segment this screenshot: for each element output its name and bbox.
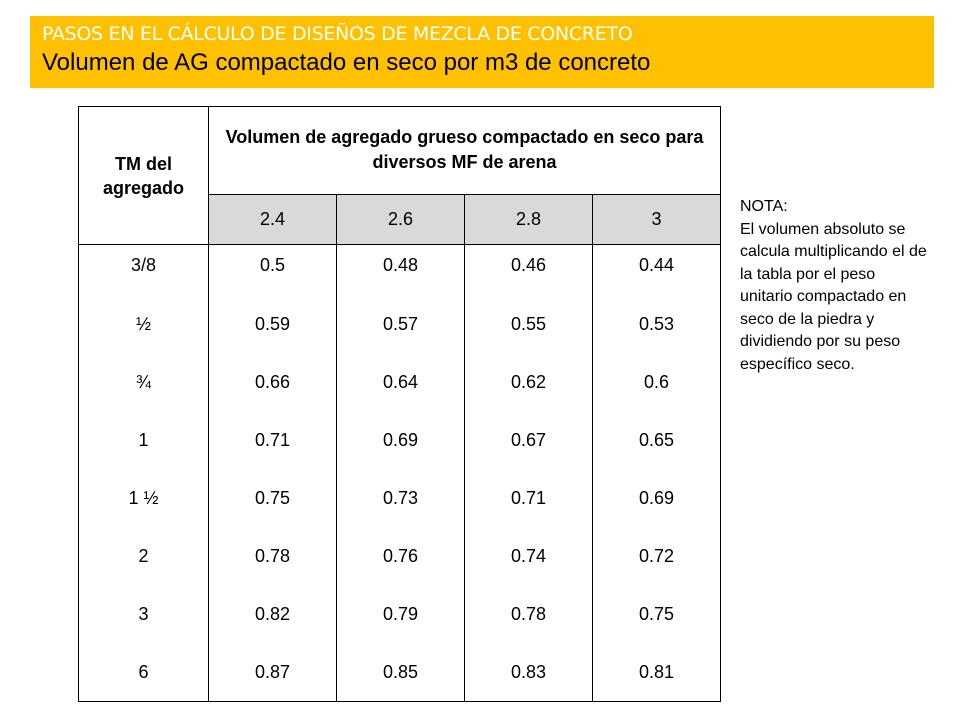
mf-header-cell: 2.6 — [337, 194, 465, 244]
table-row — [79, 527, 721, 585]
volume-cell: 0.74 — [465, 527, 593, 585]
volume-cell: 0.79 — [337, 585, 465, 643]
slide-title: PASOS EN EL CÁLCULO DE DISEÑOS DE MEZCLA DE CONCRETO — [42, 23, 633, 45]
tm-cell: 3/8 — [79, 245, 209, 296]
volume-cell: 0.78 — [465, 585, 593, 643]
volume-cell: 0.75 — [209, 469, 337, 527]
volume-cell: 0.82 — [209, 585, 337, 643]
mf-header-cell: 2.4 — [209, 194, 337, 244]
volume-cell: 0.71 — [465, 469, 593, 527]
volume-cell: 0.83 — [465, 643, 593, 702]
volume-cell: 0.72 — [593, 527, 721, 585]
table-row — [79, 469, 721, 527]
tm-cell: 1 — [79, 411, 209, 469]
aggregate-volume-table — [78, 106, 721, 702]
slide-subtitle: Volumen de AG compactado en seco por m3 de concreto — [42, 49, 651, 76]
tm-cell: 2 — [79, 527, 209, 585]
volume-cell: 0.62 — [465, 353, 593, 411]
table-row — [79, 353, 721, 411]
volume-group-header: Volumen de agregado grueso compactado en seco para diversos MF de arena — [209, 107, 721, 195]
tm-cell: 3 — [79, 585, 209, 643]
volume-cell: 0.65 — [593, 411, 721, 469]
volume-cell: 0.78 — [209, 527, 337, 585]
note-text: El volumen absoluto se calcula multiplicando el de la tabla por el peso unitario compactado en seco de la piedra y dividiendo por su peso específico seco. — [740, 220, 927, 373]
note-box — [740, 196, 930, 376]
volume-cell: 0.5 — [209, 245, 337, 296]
table-row — [79, 643, 721, 702]
volume-cell: 0.59 — [209, 295, 337, 353]
table-body — [79, 245, 721, 702]
volume-cell: 0.6 — [593, 353, 721, 411]
volume-cell: 0.67 — [465, 411, 593, 469]
volume-cell: 0.44 — [593, 245, 721, 296]
volume-cell: 0.75 — [593, 585, 721, 643]
volume-cell: 0.57 — [337, 295, 465, 353]
mf-header-cell: 2.8 — [465, 194, 593, 244]
volume-cell: 0.64 — [337, 353, 465, 411]
tm-cell: ½ — [79, 295, 209, 353]
tm-column-header: TM del agregado — [79, 107, 209, 245]
volume-cell: 0.69 — [337, 411, 465, 469]
volume-cell: 0.85 — [337, 643, 465, 702]
table-row — [79, 245, 721, 296]
table-row — [79, 295, 721, 353]
table-row — [79, 585, 721, 643]
title-banner — [30, 16, 934, 88]
mf-header-cell: 3 — [593, 194, 721, 244]
volume-cell: 0.81 — [593, 643, 721, 702]
note-heading: NOTA: — [740, 198, 788, 215]
table-row — [79, 411, 721, 469]
volume-cell: 0.69 — [593, 469, 721, 527]
volume-cell: 0.66 — [209, 353, 337, 411]
volume-cell: 0.55 — [465, 295, 593, 353]
volume-cell: 0.48 — [337, 245, 465, 296]
volume-cell: 0.73 — [337, 469, 465, 527]
volume-cell: 0.76 — [337, 527, 465, 585]
volume-cell: 0.87 — [209, 643, 337, 702]
tm-cell: 1 ½ — [79, 469, 209, 527]
volume-cell: 0.71 — [209, 411, 337, 469]
tm-cell: 6 — [79, 643, 209, 702]
tm-cell: ¾ — [79, 353, 209, 411]
volume-cell: 0.46 — [465, 245, 593, 296]
volume-cell: 0.53 — [593, 295, 721, 353]
